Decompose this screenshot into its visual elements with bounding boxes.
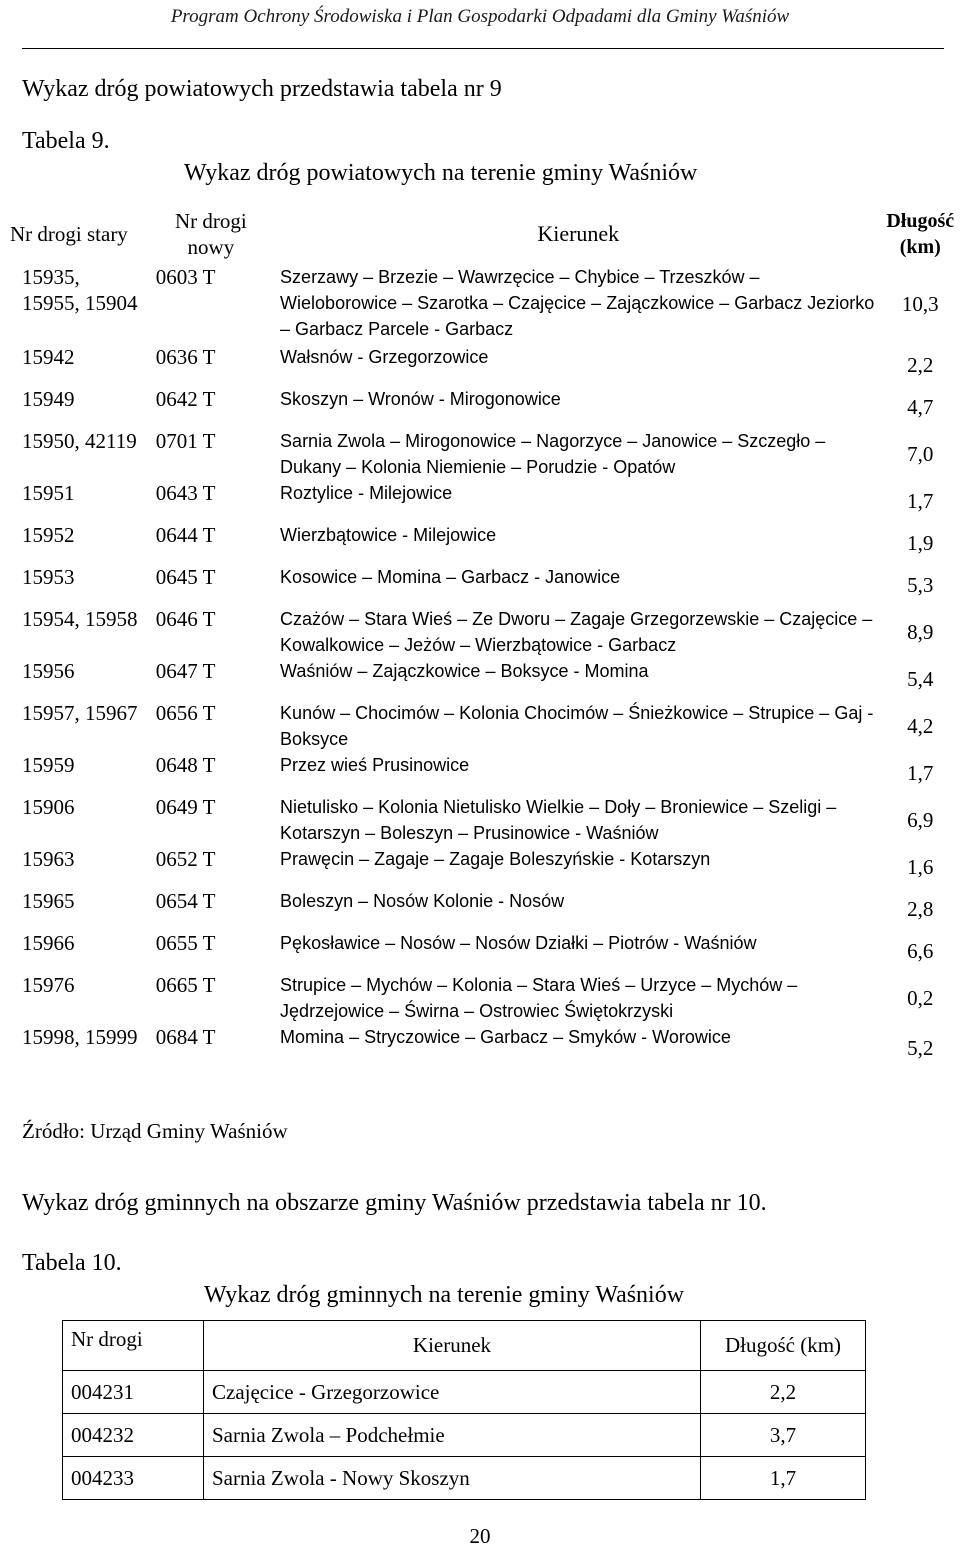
cell-direction: Czażów – Stara Wieś – Ze Dworu – Zagaje Grzegorzewskie – Czajęcice – Kowalkowice – Jeżów – Wierzbątowice - Garbacz [280, 609, 873, 655]
cell-new-number: 0649 T [155, 795, 216, 819]
cell-direction: Skoszyn – Wronów - Mirogonowice [280, 389, 561, 409]
table-header-row [0, 204, 960, 264]
cell-old-number: 15953 [22, 565, 75, 589]
cell-length: 10,3 [901, 292, 939, 316]
cell-direction: Momina – Stryczowice – Garbacz – Smyków - Worowice [280, 1027, 731, 1047]
cell-new-number: 0644 T [155, 523, 216, 547]
page-number: 20 [469, 1524, 491, 1548]
roads-municipal-table [62, 1320, 866, 1500]
table-row [0, 888, 960, 930]
cell-old-number: 15954, 15958 [22, 607, 138, 631]
cell-length: 2,2 [701, 1371, 866, 1414]
table-row [0, 606, 960, 658]
col-header-new: Nr drogi nowy [175, 209, 247, 259]
cell-new-number: 0654 T [155, 889, 216, 913]
cell-old-number: 15942 [22, 345, 75, 369]
header-rule [22, 48, 944, 49]
cell-length: 8,9 [907, 620, 934, 644]
cell-old-number: 15951 [22, 481, 75, 505]
intro-table9: Wykaz dróg powiatowych przedstawia tabela nr 9 [22, 76, 502, 102]
intro-table10: Wykaz dróg gminnych na obszarze gminy Waśniów przedstawia tabela nr 10. [22, 1190, 767, 1216]
cell-length: 0,2 [907, 986, 934, 1010]
table-header-row [63, 1321, 866, 1371]
table-row [0, 658, 960, 700]
cell-new-number: 0684 T [155, 1025, 216, 1049]
cell-old-number: 15950, 42119 [22, 429, 137, 453]
table-row [0, 972, 960, 1024]
cell-length: 3,7 [701, 1414, 866, 1457]
cell-direction: Roztylice - Milejowice [280, 483, 453, 503]
cell-old-number: 15966 [22, 931, 75, 955]
cell-length: 5,4 [907, 667, 934, 691]
table-row [63, 1414, 866, 1457]
cell-length: 1,6 [907, 855, 934, 879]
cell-length: 5,3 [907, 573, 934, 597]
cell-new-number: 0646 T [155, 607, 216, 631]
cell-direction: Prawęcin – Zagaje – Zagaje Boleszyńskie - Kotarszyn [280, 849, 711, 869]
cell-new-number: 0647 T [155, 659, 216, 683]
table-row [0, 846, 960, 888]
cell-new-number: 0652 T [155, 847, 216, 871]
col-header-length: Długość (km) [886, 210, 955, 258]
table9-caption: Wykaz dróg powiatowych na terenie gminy Waśniów [184, 160, 698, 186]
cell-length: 6,9 [907, 808, 934, 832]
table10-caption: Wykaz dróg gminnych na terenie gminy Waśniów [204, 1282, 685, 1308]
table-row [0, 794, 960, 846]
cell-direction: Boleszyn – Nosów Kolonie - Nosów [280, 891, 565, 911]
table10-label: Tabela 10. [22, 1250, 122, 1276]
table-row [0, 386, 960, 428]
cell-length: 7,0 [907, 442, 934, 466]
table-row [0, 752, 960, 794]
table-row [0, 700, 960, 752]
cell-old-number: 15935, 15955, 15904 [22, 265, 138, 315]
cell-old-number: 15952 [22, 523, 75, 547]
col-header-direction: Kierunek [204, 1321, 701, 1371]
cell-direction: Szerzawy – Brzezie – Wawrzęcice – Chybice – Trzeszków – Wieloborowice – Szarotka – Czajęcice – Zajączkowice – Garbacz Jeziorko – Garbacz Parcele - Garbacz [280, 267, 875, 339]
table-row [0, 264, 960, 344]
cell-direction: Nietulisko – Kolonia Nietulisko Wielkie – Doły – Broniewice – Szeligi – Kotarszyn – Boleszyn – Prusinowice - Waśniów [280, 797, 837, 843]
col-header-direction: Kierunek [537, 221, 620, 246]
cell-new-number: 0643 T [155, 481, 216, 505]
cell-direction: Waśniów – Zajączkowice – Boksyce - Momina [280, 661, 649, 681]
cell-old-number: 15959 [22, 753, 75, 777]
table9-label: Tabela 9. [22, 128, 110, 154]
col-header-length: Długość (km) [701, 1321, 866, 1371]
cell-old-number: 15963 [22, 847, 75, 871]
table-row [0, 480, 960, 522]
table-row [0, 428, 960, 480]
cell-length: 1,7 [907, 489, 934, 513]
cell-old-number: 15957, 15967 [22, 701, 138, 725]
cell-old-number: 15965 [22, 889, 75, 913]
cell-new-number: 0642 T [155, 387, 216, 411]
cell-length: 5,2 [907, 1036, 934, 1060]
cell-direction: Kunów – Chocimów – Kolonia Chocimów – Śnieżkowice – Strupice – Gaj - Boksyce [280, 703, 874, 749]
table-row [0, 344, 960, 386]
table-row [0, 1024, 960, 1072]
table-row [0, 930, 960, 972]
cell-new-number: 0636 T [155, 345, 216, 369]
cell-old-number: 15906 [22, 795, 75, 819]
cell-length: 1,7 [907, 761, 934, 785]
cell-length: 2,2 [907, 353, 934, 377]
table-row [63, 1371, 866, 1414]
cell-direction: Sarnia Zwola – Podchełmie [204, 1414, 701, 1457]
cell-new-number: 0656 T [155, 701, 216, 725]
cell-direction: Pękosławice – Nosów – Nosów Działki – Piotrów - Waśniów [280, 933, 757, 953]
cell-direction: Wierzbątowice - Milejowice [280, 525, 497, 545]
cell-length: 6,6 [907, 939, 934, 963]
cell-old-number: 15949 [22, 387, 75, 411]
cell-nr: 004232 [63, 1414, 204, 1457]
cell-direction: Czajęcice - Grzegorzowice [204, 1371, 701, 1414]
cell-nr: 004231 [63, 1371, 204, 1414]
col-header-old: Nr drogi stary [10, 222, 128, 246]
table-row [0, 522, 960, 564]
cell-length: 1,9 [907, 531, 934, 555]
cell-length: 1,7 [701, 1457, 866, 1500]
cell-direction: Przez wieś Prusinowice [280, 755, 470, 775]
table-row [0, 564, 960, 606]
table9-source: Źródło: Urząd Gminy Waśniów [22, 1119, 288, 1143]
cell-old-number: 15998, 15999 [22, 1025, 138, 1049]
cell-direction: Sarnia Zwola - Nowy Skoszyn [204, 1457, 701, 1500]
cell-direction: Wałsnów - Grzegorzowice [280, 347, 489, 367]
cell-new-number: 0701 T [155, 429, 216, 453]
roads-county-table [0, 204, 960, 1072]
cell-length: 4,7 [907, 395, 934, 419]
table-row [63, 1457, 866, 1500]
cell-new-number: 0603 T [155, 265, 216, 289]
cell-length: 2,8 [907, 897, 934, 921]
cell-new-number: 0645 T [155, 565, 216, 589]
cell-new-number: 0648 T [155, 753, 216, 777]
cell-new-number: 0665 T [155, 973, 216, 997]
cell-length: 4,2 [907, 714, 934, 738]
cell-new-number: 0655 T [155, 931, 216, 955]
cell-direction: Sarnia Zwola – Mirogonowice – Nagorzyce – Janowice – Szczegło – Dukany – Kolonia Niemienie – Porudzie - Opatów [280, 431, 826, 477]
cell-direction: Strupice – Mychów – Kolonia – Stara Wieś – Urzyce – Mychów – Jędrzejowice – Świrna – Ostrowiec Świętokrzyski [280, 975, 798, 1021]
cell-nr: 004233 [63, 1457, 204, 1500]
col-header-nr: Nr drogi [63, 1321, 204, 1371]
document-header: Program Ochrony Środowiska i Plan Gospodarki Odpadami dla Gminy Waśniów [170, 6, 790, 27]
cell-old-number: 15956 [22, 659, 75, 683]
cell-direction: Kosowice – Momina – Garbacz - Janowice [280, 567, 621, 587]
cell-old-number: 15976 [22, 973, 75, 997]
